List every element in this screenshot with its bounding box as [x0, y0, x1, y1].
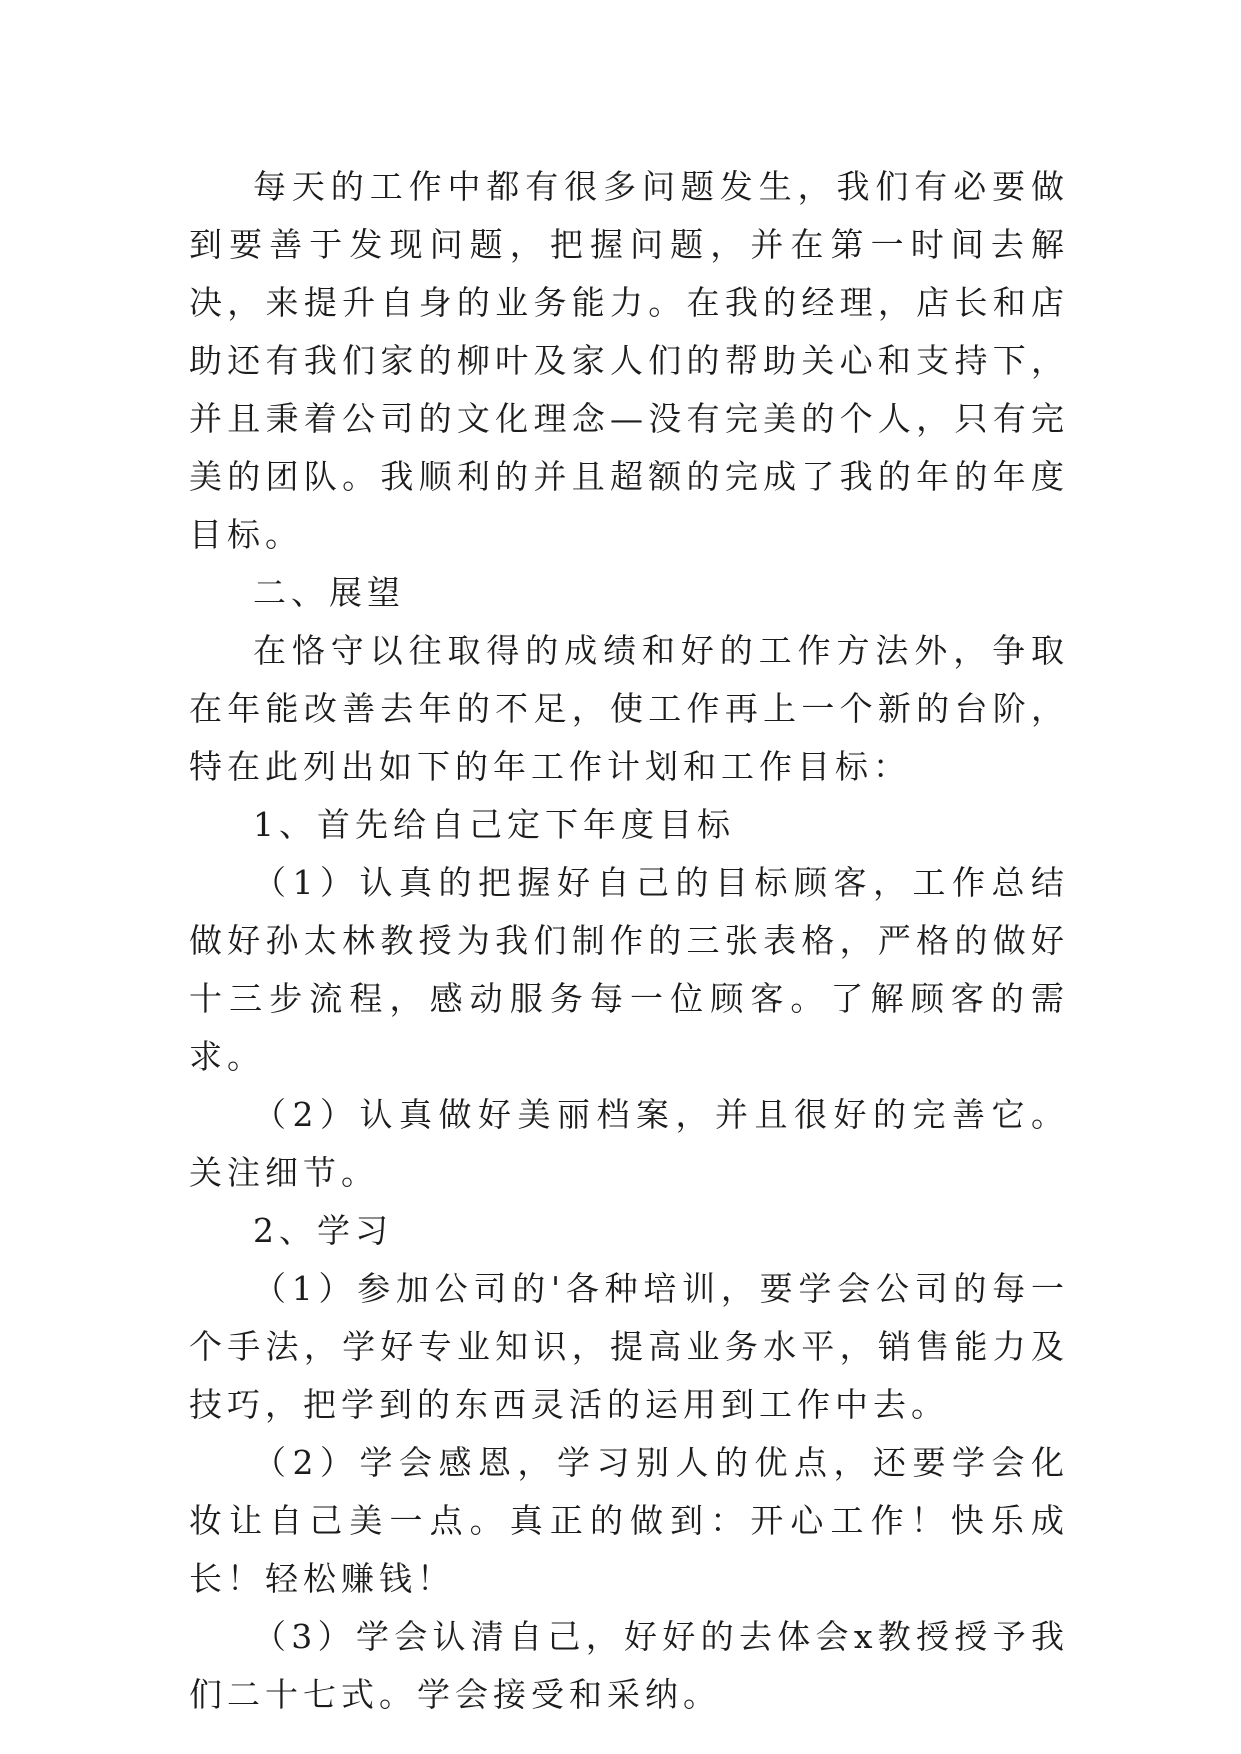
section-heading-outlook: 二、展望: [253, 573, 405, 612]
subitem-training: （1）参加公司的'各种培训，要学会公司的每一个手法，学好专业知识，提高业务水平，销售能力及技巧，把学到的东西灵活的运用到工作中去。: [189, 1269, 1069, 1424]
document-body: [189, 158, 1069, 1724]
subitem-beauty-archive: （2）认真做好美丽档案，并且很好的完善它。关注细节。: [189, 1095, 1069, 1192]
subitem-gratitude: （2）学会感恩，学习别人的优点，还要学会化妆让自己美一点。真正的做到：开心工作！快乐成长！轻松赚钱！: [189, 1443, 1069, 1598]
item-heading-learning: 2、学习: [253, 1211, 393, 1250]
subitem-target-customers: （1）认真的把握好自己的目标顾客，工作总结做好孙太林教授为我们制作的三张表格，严格的做好十三步流程，感动服务每一位顾客。了解顾客的需求。: [189, 863, 1069, 1076]
paragraph-outlook: 在恪守以往取得的成绩和好的工作方法外，争取在年能改善去年的不足，使工作再上一个新的台阶，特在此列出如下的年工作计划和工作目标：: [189, 631, 1069, 786]
paragraph-intro: 每天的工作中都有很多问题发生，我们有必要做到要善于发现问题，把握问题，并在第一时间去解决，来提升自身的业务能力。在我的经理，店长和店助还有我们家的柳叶及家人们的帮助关心和支持下，并且秉着公司的文化理念—没有完美的个人，只有完美的团队。我顺利的并且超额的完成了我的年的年度目标。: [189, 167, 1069, 554]
subitem-self-awareness: （3）学会认清自己，好好的去体会x教授授予我们二十七式。学会接受和采纳。: [189, 1617, 1069, 1714]
item-heading-annual-goal: 1、首先给自己定下年度目标: [253, 805, 735, 844]
